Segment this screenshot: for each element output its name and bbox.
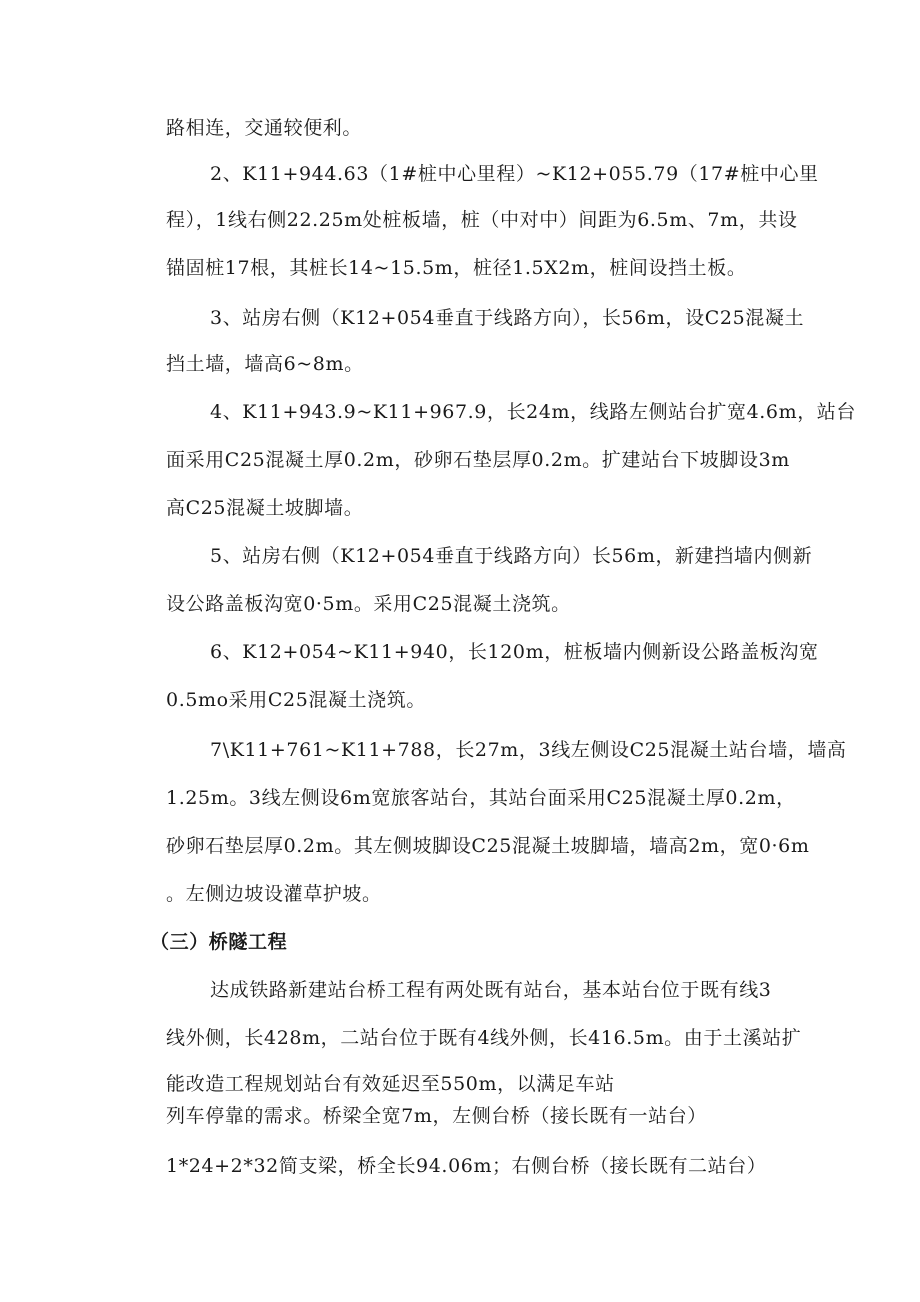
text-line: 高C25混凝土坡脚墙。 xyxy=(166,497,364,519)
text-line: 7\K11+761~K11+788，长27m，3线左侧设C25混凝土站台墙，墙高 xyxy=(210,739,847,761)
text-line: 6、K12+054~K11+940，长120m，桩板墙内侧新设公路盖板沟宽 xyxy=(210,641,819,663)
text-line: 能改造工程规划站台有效延迟至550m，以满足车站 xyxy=(166,1073,615,1095)
text-line: 5、站房右侧（K12+054垂直于线路方向）长56m，新建挡墙内侧新 xyxy=(210,545,813,567)
text-line: 1*24+2*32简支梁，桥全长94.06m；右侧台桥（接长既有二站台） xyxy=(166,1155,767,1177)
text-line: 2、K11+944.63（1#桩中心里程）~K12+055.79（17#桩中心里 xyxy=(210,163,819,185)
text-line: 面采用C25混凝土厚0.2m，砂卵石垫层厚0.2m。扩建站台下坡脚设3m xyxy=(166,449,790,471)
text-line: 3、站房右侧（K12+054垂直于线路方向），长56m，设C25混凝土 xyxy=(210,307,805,329)
text-line: 4、K11+943.9~K11+967.9，长24m，线路左侧站台扩宽4.6m，站台 xyxy=(210,401,857,423)
text-line: 路相连，交通较便利。 xyxy=(166,117,363,139)
text-line: 砂卵石垫层厚0.2m。其左侧坡脚设C25混凝土坡脚墙，墙高2m，宽0·6m xyxy=(166,835,810,857)
text-line: 锚固桩17根，其桩长14~15.5m，桩径1.5X2m，桩间设挡土板。 xyxy=(166,257,747,279)
text-line: 0.5mo采用C25混凝土浇筑。 xyxy=(166,689,426,711)
text-line: 达成铁路新建站台桥工程有两处既有站台，基本站台位于既有线3 xyxy=(210,979,772,1001)
text-line: 1.25m。3线左侧设6m宽旅客站台，其站台面采用C25混凝土厚0.2m， xyxy=(166,787,796,809)
section-heading: （三）桥隧工程 xyxy=(150,931,288,953)
text-line: 列车停靠的需求。桥梁全宽7m，左侧台桥（接长既有一站台） xyxy=(166,1105,707,1127)
text-line: 设公路盖板沟宽0·5m。采用C25混凝土浇筑。 xyxy=(166,593,571,615)
text-line: 线外侧，长428m，二站台位于既有4线外侧，长416.5m。由于土溪站扩 xyxy=(166,1027,802,1049)
text-line: 程），1线右侧22.25m处桩板墙，桩（中对中）间距为6.5m、7m，共设 xyxy=(166,209,798,231)
text-line: 挡土墙，墙高6~8m。 xyxy=(166,353,364,375)
text-line: 。左侧边坡设灌草护坡。 xyxy=(166,883,382,905)
